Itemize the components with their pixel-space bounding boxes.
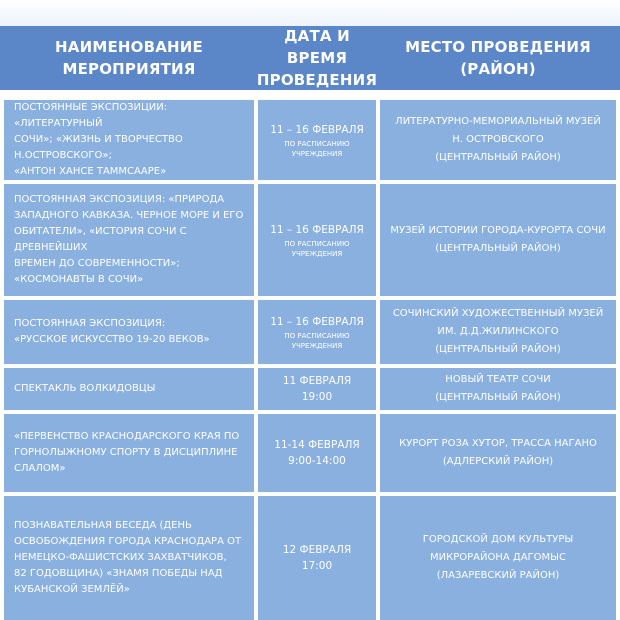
- table-row-3-place: [380, 300, 616, 364]
- event-venue: ГОРОДСКОЙ ДОМ КУЛЬТУРЫ МИКРОРАЙОНА ДАГОМЫС (ЛАЗАРЕВСКИЙ РАЙОН): [422, 534, 574, 581]
- table-row-5-place: [380, 414, 616, 492]
- table-row-1-place: [380, 100, 616, 180]
- date-block: [270, 222, 364, 259]
- event-name: ПОСТОЯННАЯ ЭКСПОЗИЦИЯ: «РУССКОЕ ИСКУССТВО 19-20 ВЕКОВ»: [14, 318, 210, 345]
- event-date: 11 – 16 ФЕВРАЛЯ: [270, 123, 364, 136]
- event-venue: ЛИТЕРАТУРНО-МЕМОРИАЛЬНЫЙ МУЗЕЙ Н. ОСТРОВСКОГО (ЦЕНТРАЛЬНЫЙ РАЙОН): [395, 116, 601, 163]
- date-block: [283, 373, 351, 405]
- event-name: «ПЕРВЕНСТВО КРАСНОДАРСКОГО КРАЯ ПО ГОРНОЛЫЖНОМУ СПОРТУ В ДИСЦИПЛИНЕ СЛАЛОМ»: [14, 431, 240, 474]
- table-row-5-date: [258, 414, 376, 492]
- event-name: ПОСТОЯННЫЕ ЭКСПОЗИЦИИ: «ЛИТЕРАТУРНЫЙ СОЧИ»; «ЖИЗНЬ И ТВОРЧЕСТВО Н.ОСТРОВСКОГО»; «АНТОН ХАНСЕ ТАММСААРЕ»: [14, 102, 183, 177]
- schedule-note: ПО РАСПИСАНИЮ УЧРЕЖДЕНИЯ: [284, 331, 350, 350]
- table-row-4-place: [380, 368, 616, 410]
- schedule-note: ПО РАСПИСАНИЮ УЧРЕЖДЕНИЯ: [284, 239, 350, 258]
- header-event-name-label: НАИМЕНОВАНИЕ МЕРОПРИЯТИЯ: [55, 38, 203, 78]
- event-date: 12 ФЕВРАЛЯ 17:00: [282, 544, 352, 572]
- header-date-time-label: ДАТА И ВРЕМЯ ПРОВЕДЕНИЯ: [256, 27, 378, 89]
- event-name: ПОСТОЯННАЯ ЭКСПОЗИЦИЯ: «ПРИРОДА ЗАПАДНОГО КАВКАЗА. ЧЕРНОЕ МОРЕ И ЕГО ОБИТАТЕЛИ», «ИСТОРИЯ СОЧИ С ДРЕВНЕЙШИХ ВРЕМЕН ДО СОВРЕМЕННОСТИ»; «КОСМОНАВТЫ В СОЧИ»: [14, 194, 244, 285]
- event-venue: МУЗЕЙ ИСТОРИИ ГОРОДА-КУРОРТА СОЧИ (ЦЕНТРАЛЬНЫЙ РАЙОН): [390, 225, 606, 254]
- date-block: [283, 542, 351, 574]
- event-venue: КУРОРТ РОЗА ХУТОР, ТРАССА НАГАНО (АДЛЕРСКИЙ РАЙОН): [399, 438, 597, 467]
- event-date: 11 ФЕВРАЛЯ 19:00: [282, 375, 352, 403]
- header-venue: [376, 26, 620, 90]
- event-date: 11 – 16 ФЕВРАЛЯ: [270, 223, 364, 236]
- table-row-5-name: [4, 414, 254, 492]
- schedule-note: ПО РАСПИСАНИЮ УЧРЕЖДЕНИЯ: [284, 139, 350, 158]
- event-venue: НОВЫЙ ТЕАТР СОЧИ (ЦЕНТРАЛЬНЫЙ РАЙОН): [435, 374, 561, 403]
- date-block: [270, 314, 364, 351]
- table-row-4-date: [258, 368, 376, 410]
- table-row-1-name: [4, 100, 254, 180]
- table-row-6-date: [258, 496, 376, 620]
- event-date: 11-14 ФЕВРАЛЯ 9:00-14:00: [274, 439, 360, 467]
- table-row-6-name: [4, 496, 254, 620]
- date-block: [270, 122, 364, 159]
- event-date: 11 – 16 ФЕВРАЛЯ: [270, 315, 364, 328]
- top-band: [0, 0, 620, 26]
- event-name: ПОЗНАВАТЕЛЬНАЯ БЕСЕДА (ДЕНЬ ОСВОБОЖДЕНИЯ ГОРОДА КРАСНОДАРА ОТ НЕМЕЦКО-ФАШИСТСКИХ ЗАХВАТЧИКОВ, 82 ГОДОВЩИНА) «ЗНАМЯ ПОБЕДЫ НАД КУБАНСКОЙ ЗЕМЛЁЙ»: [14, 520, 242, 595]
- header-venue-label: МЕСТО ПРОВЕДЕНИЯ (РАЙОН): [405, 38, 591, 78]
- table-row-2-place: [380, 184, 616, 296]
- table-row-3-date: [258, 300, 376, 364]
- event-venue: СОЧИНСКИЙ ХУДОЖЕСТВЕННЫЙ МУЗЕЙ ИМ. Д.Д.ЖИЛИНСКОГО (ЦЕНТРАЛЬНЫЙ РАЙОН): [392, 308, 604, 355]
- table-row-3-name: [4, 300, 254, 364]
- header-date-time: [258, 26, 376, 90]
- table-row-1-date: [258, 100, 376, 180]
- table-row-6-place: [380, 496, 616, 620]
- date-block: [274, 437, 359, 469]
- table-row-4-name: [4, 368, 254, 410]
- event-name: СПЕКТАКЛЬ ВОЛКИДОВЦЫ: [14, 383, 156, 394]
- header-event-name: [0, 26, 258, 90]
- table-row-2-date: [258, 184, 376, 296]
- table-row-2-name: [4, 184, 254, 296]
